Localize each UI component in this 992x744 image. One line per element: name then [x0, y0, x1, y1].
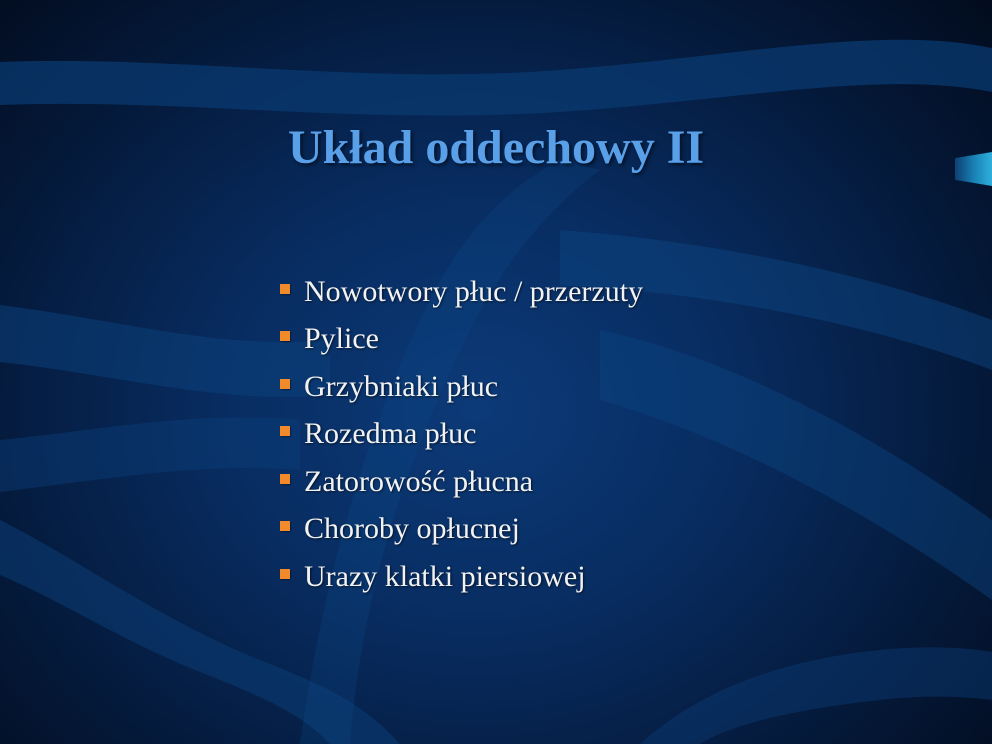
- square-bullet-icon: [280, 426, 290, 436]
- square-bullet-icon: [280, 284, 290, 294]
- bullet-text: Nowotwory płuc / przerzuty: [304, 274, 644, 308]
- bullet-text: Zatorowość płucna: [304, 464, 534, 498]
- slide-title: Układ oddechowy II: [287, 121, 705, 174]
- list-item: [280, 316, 643, 364]
- square-bullet-icon: [280, 521, 290, 531]
- bullet-text: Rozedma płuc: [304, 417, 477, 451]
- wave-top: [0, 40, 992, 116]
- list-item: [280, 458, 643, 506]
- square-bullet-icon: [280, 474, 290, 484]
- bullet-text: Grzybniaki płuc: [304, 369, 499, 403]
- wave-right-lower: [600, 330, 992, 600]
- list-item: [280, 411, 643, 459]
- list-item: [280, 506, 643, 554]
- wave-bottom-right: [640, 647, 992, 744]
- bullet-text: Choroby opłucnej: [304, 512, 520, 546]
- list-item: [280, 553, 643, 601]
- bullet-list: [280, 268, 643, 601]
- square-bullet-icon: [280, 379, 290, 389]
- square-bullet-icon: [280, 569, 290, 579]
- bullet-text: Pylice: [304, 322, 379, 356]
- wave-low-left: [0, 417, 300, 492]
- square-bullet-icon: [280, 331, 290, 341]
- list-item: [280, 363, 643, 411]
- list-item: [280, 268, 643, 316]
- bullet-text: Urazy klatki piersiowej: [304, 559, 586, 593]
